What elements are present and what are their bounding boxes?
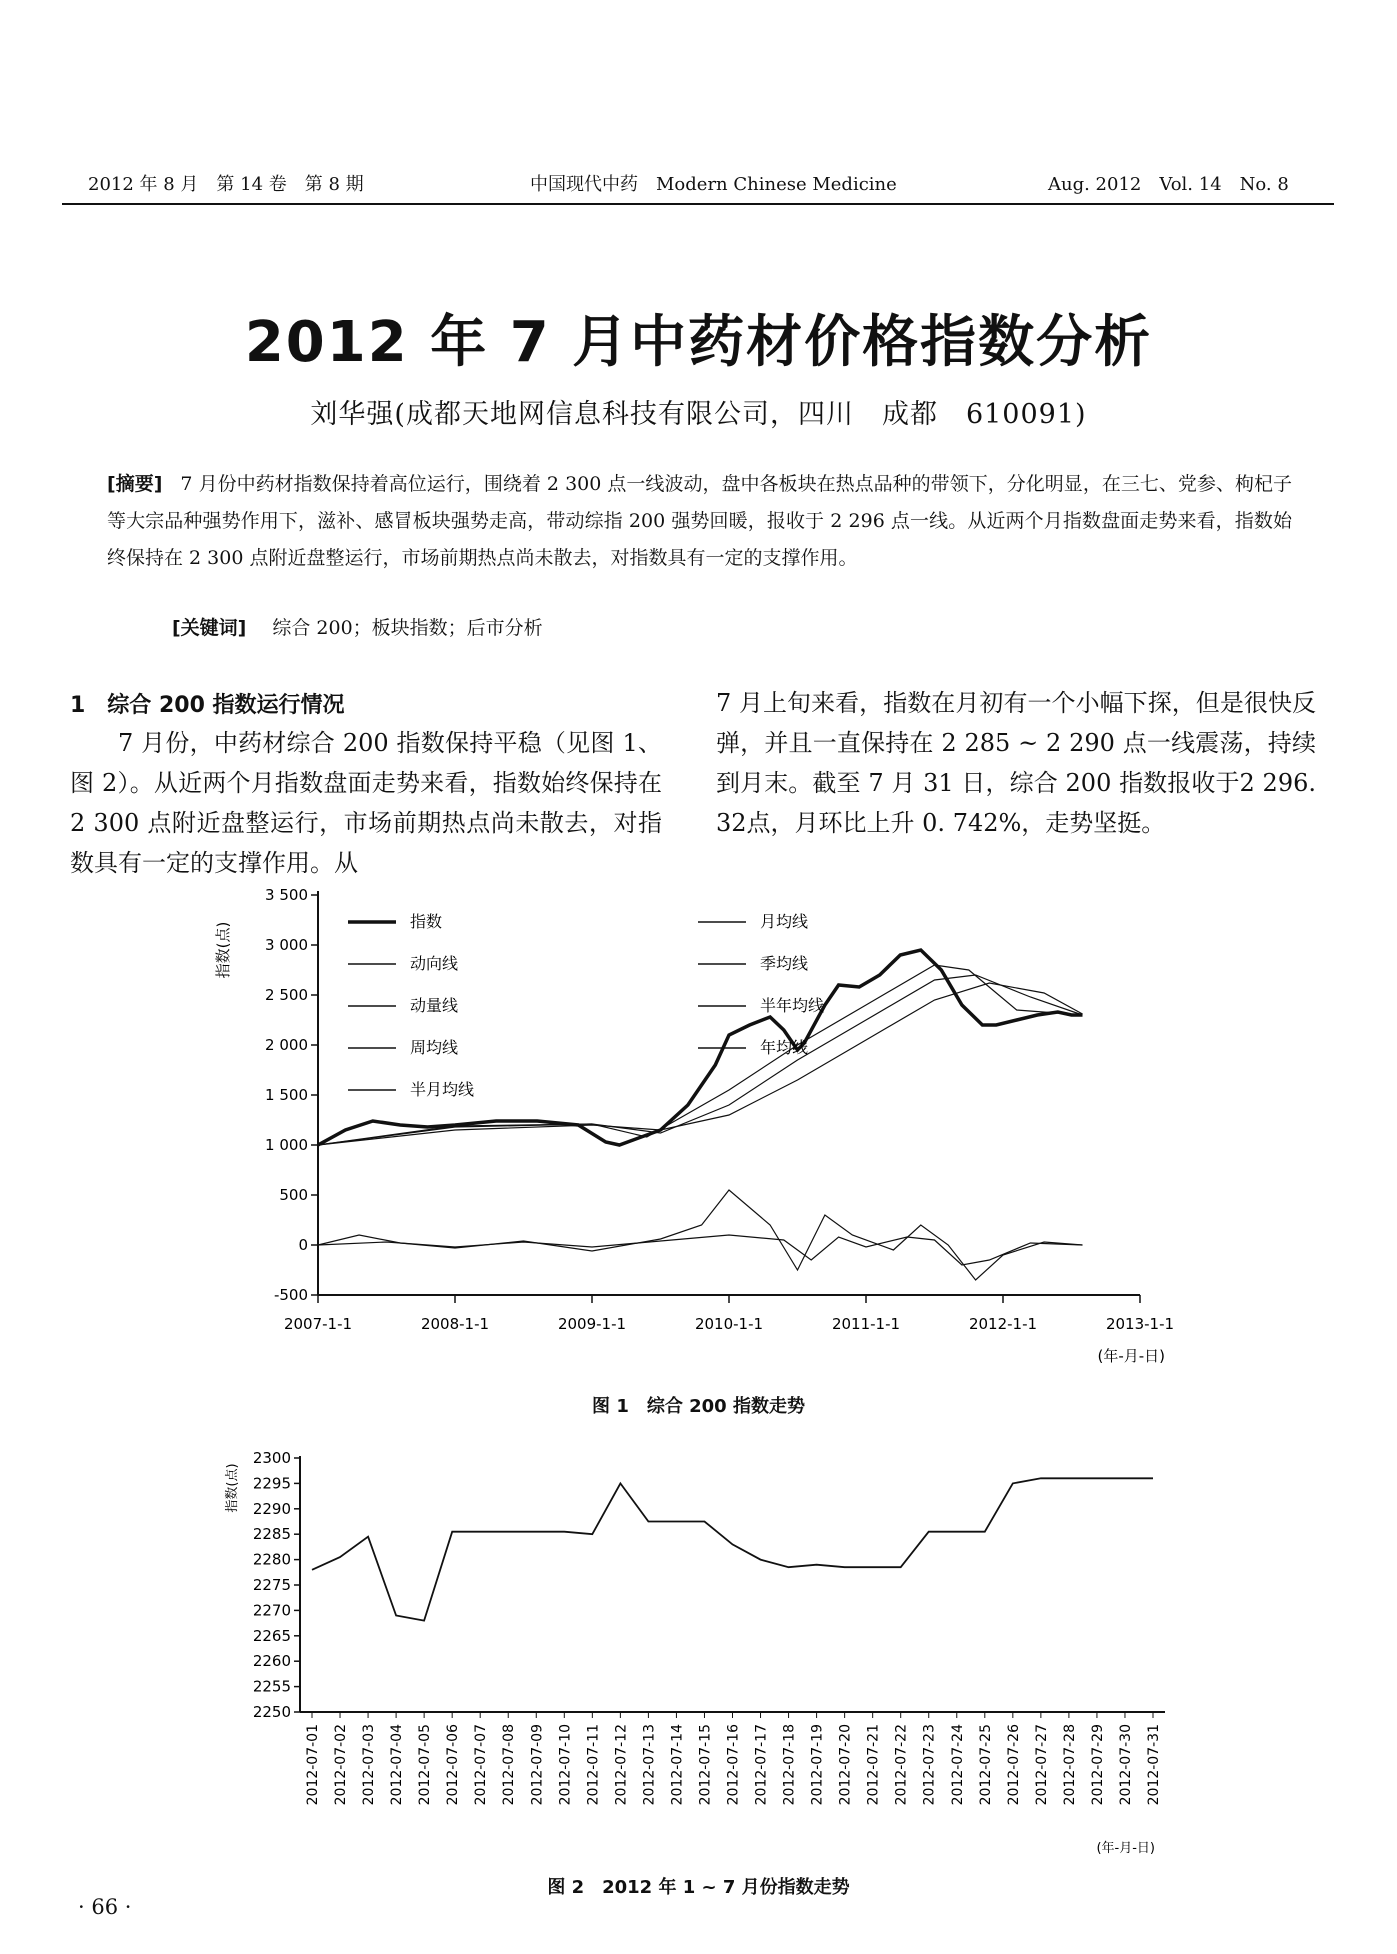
x-tick-label: 2012-07-11 <box>585 1724 602 1806</box>
y-tick-label: 2280 <box>252 1550 291 1569</box>
x-tick-label: 2012-07-15 <box>697 1724 714 1806</box>
x-tick-label: 2012-07-25 <box>977 1724 994 1806</box>
x-tick-label: 2012-07-21 <box>865 1724 882 1806</box>
x-tick-label: 2012-07-09 <box>529 1724 546 1806</box>
body-paragraph-right: 7 月上旬来看，指数在月初有一个小幅下探，但是很快反弹，并且一直保持在 2 285 ~ 2 290 点一线震荡，持续到月末。截至 7 月 31 日，综合 200 指数报收于2 296. 32点，月环比上升 0. 742%，走势坚挺。 <box>716 689 1316 837</box>
abstract <box>107 466 1292 577</box>
legend-label: 周均线 <box>410 1038 459 1057</box>
x-tick-label: 2012-07-19 <box>809 1724 826 1806</box>
legend-label: 指数 <box>410 912 443 931</box>
legend-label: 半年均线 <box>760 996 825 1015</box>
header-journal: 中国现代中药 Modern Chinese Medicine <box>530 174 897 195</box>
figure-2-chart <box>200 1448 1200 1858</box>
x-tick-label: 2012-07-26 <box>1005 1724 1022 1806</box>
figure-1-chart <box>200 885 1200 1365</box>
x-tick-label: 2012-07-12 <box>613 1724 630 1806</box>
x-tick-label: 2012-07-29 <box>1089 1724 1106 1806</box>
x-tick-label: 2012-07-04 <box>389 1724 406 1806</box>
x-tick-label: 2012-07-13 <box>641 1724 658 1806</box>
series-line-动量线 <box>318 1235 1083 1265</box>
legend-label: 半月均线 <box>410 1080 475 1099</box>
keywords-label: [关键词] <box>172 617 247 639</box>
x-tick-label: 2012-07-23 <box>921 1724 938 1806</box>
figure-1-caption: 图 1 综合 200 指数走势 <box>592 1396 805 1417</box>
figure-2-caption: 图 2 2012 年 1 ~ 7 月份指数走势 <box>547 1877 850 1898</box>
y-tick-label: 2260 <box>252 1652 291 1671</box>
header-issue: 2012 年 8 月 第 14 卷 第 8 期 <box>88 174 364 195</box>
x-tick-label: 2012-07-16 <box>725 1724 742 1806</box>
y-axis-label: 指数(点) <box>225 1463 240 1513</box>
x-tick-label: 2012-07-24 <box>949 1724 966 1806</box>
x-tick-label: 2013-1-1 <box>1105 1315 1175 1333</box>
y-tick-label: 3 500 <box>265 886 308 904</box>
keywords <box>172 613 543 640</box>
x-tick-label: 2012-07-08 <box>501 1724 518 1806</box>
y-tick-label: 2 000 <box>265 1036 308 1054</box>
y-tick-label: 2265 <box>252 1626 291 1645</box>
x-tick-label: 2012-07-17 <box>753 1724 770 1806</box>
x-tick-label: 2012-1-1 <box>968 1315 1038 1333</box>
y-tick-label: 2300 <box>252 1449 291 1467</box>
y-tick-label: 1 000 <box>265 1136 308 1154</box>
y-axis-label: 指数(点) <box>214 921 232 979</box>
x-tick-label: 2012-07-18 <box>781 1724 798 1806</box>
header-rule <box>62 203 1334 205</box>
legend-label: 动向线 <box>410 954 459 973</box>
header-volume: Aug. 2012 Vol. 14 No. 8 <box>1048 174 1289 195</box>
x-tick-label: 2012-07-06 <box>445 1724 462 1806</box>
x-tick-label: 2007-1-1 <box>283 1315 353 1333</box>
x-tick-label: 2011-1-1 <box>831 1315 901 1333</box>
keywords-text: 综合 200；板块指数；后市分析 <box>272 617 543 639</box>
y-tick-label: 2250 <box>252 1703 291 1721</box>
x-axis-label: (年-月-日) <box>1096 1841 1155 1856</box>
y-tick-label: 2290 <box>252 1499 291 1518</box>
y-tick-label: 0 <box>298 1236 308 1254</box>
y-tick-label: 2255 <box>252 1677 291 1696</box>
x-tick-label: 2012-07-22 <box>893 1724 910 1806</box>
legend-label: 季均线 <box>760 954 809 973</box>
y-tick-label: 2270 <box>252 1601 291 1620</box>
y-tick-label: 1 500 <box>265 1086 308 1104</box>
x-tick-label: 2012-07-31 <box>1146 1724 1162 1806</box>
x-tick-label: 2012-07-28 <box>1061 1724 1078 1806</box>
x-tick-label: 2012-07-02 <box>333 1724 350 1806</box>
y-tick-label: 2285 <box>252 1525 291 1544</box>
author-line: 刘华强(成都天地网信息科技有限公司，四川 成都 610091) <box>310 399 1087 430</box>
legend-label: 年均线 <box>760 1038 809 1057</box>
series-line-动向线 <box>318 1190 1083 1280</box>
series-line-index <box>312 1478 1153 1620</box>
y-tick-label: 500 <box>279 1186 308 1204</box>
x-tick-label: 2012-07-14 <box>669 1724 686 1806</box>
y-tick-label: 2275 <box>252 1576 291 1594</box>
y-tick-label: -500 <box>273 1286 308 1304</box>
x-tick-label: 2009-1-1 <box>557 1315 627 1333</box>
x-tick-label: 2012-07-01 <box>305 1724 321 1806</box>
x-tick-label: 2012-07-03 <box>361 1724 378 1806</box>
abstract-label: [摘要] <box>107 473 163 495</box>
y-tick-label: 2295 <box>252 1474 291 1493</box>
page-number: · 66 · <box>78 1895 132 1919</box>
legend-label: 月均线 <box>760 912 809 931</box>
body-paragraph-left: 7 月份，中药材综合 200 指数保持平稳（见图 1、图 2）。从近两个月指数盘面走势来看，指数始终保持在 2 300 点附近盘整运行，市场前期热点尚未散去，对指数具有一定的支撑作用。从 <box>70 729 662 877</box>
x-tick-label: 2012-07-20 <box>837 1724 854 1806</box>
x-tick-label: 2012-07-10 <box>557 1724 574 1806</box>
x-tick-label: 2008-1-1 <box>420 1315 490 1333</box>
section-heading: 1 综合 200 指数运行情况 <box>70 693 345 718</box>
x-tick-label: 2012-07-07 <box>473 1724 490 1806</box>
abstract-text: 7 月份中药材指数保持着高位运行，围绕着 2 300 点一线波动，盘中各板块在热点品种的带领下，分化明显，在三七、党参、枸杞子等大宗品种强势作用下，滋补、感冒板块强势走高，带动综指 200 强势回暖，报收于 2 296 点一线。从近两个月指数盘面走势来看，指数始终保持在 2 300 点附近盘整运行，市场前期热点尚未散去，对指数具有一定的支撑作用。 <box>107 473 1292 569</box>
y-tick-label: 2 500 <box>265 986 308 1004</box>
x-tick-label: 2010-1-1 <box>694 1315 764 1333</box>
legend-label: 动量线 <box>410 996 459 1015</box>
x-tick-label: 2012-07-30 <box>1117 1724 1134 1806</box>
x-tick-label: 2012-07-27 <box>1033 1724 1050 1806</box>
x-axis-label: (年-月-日) <box>1097 1347 1165 1365</box>
x-tick-label: 2012-07-05 <box>417 1724 434 1806</box>
article-title: 2012 年 7 月中药材价格指数分析 <box>244 310 1153 375</box>
y-tick-label: 3 000 <box>265 936 308 954</box>
